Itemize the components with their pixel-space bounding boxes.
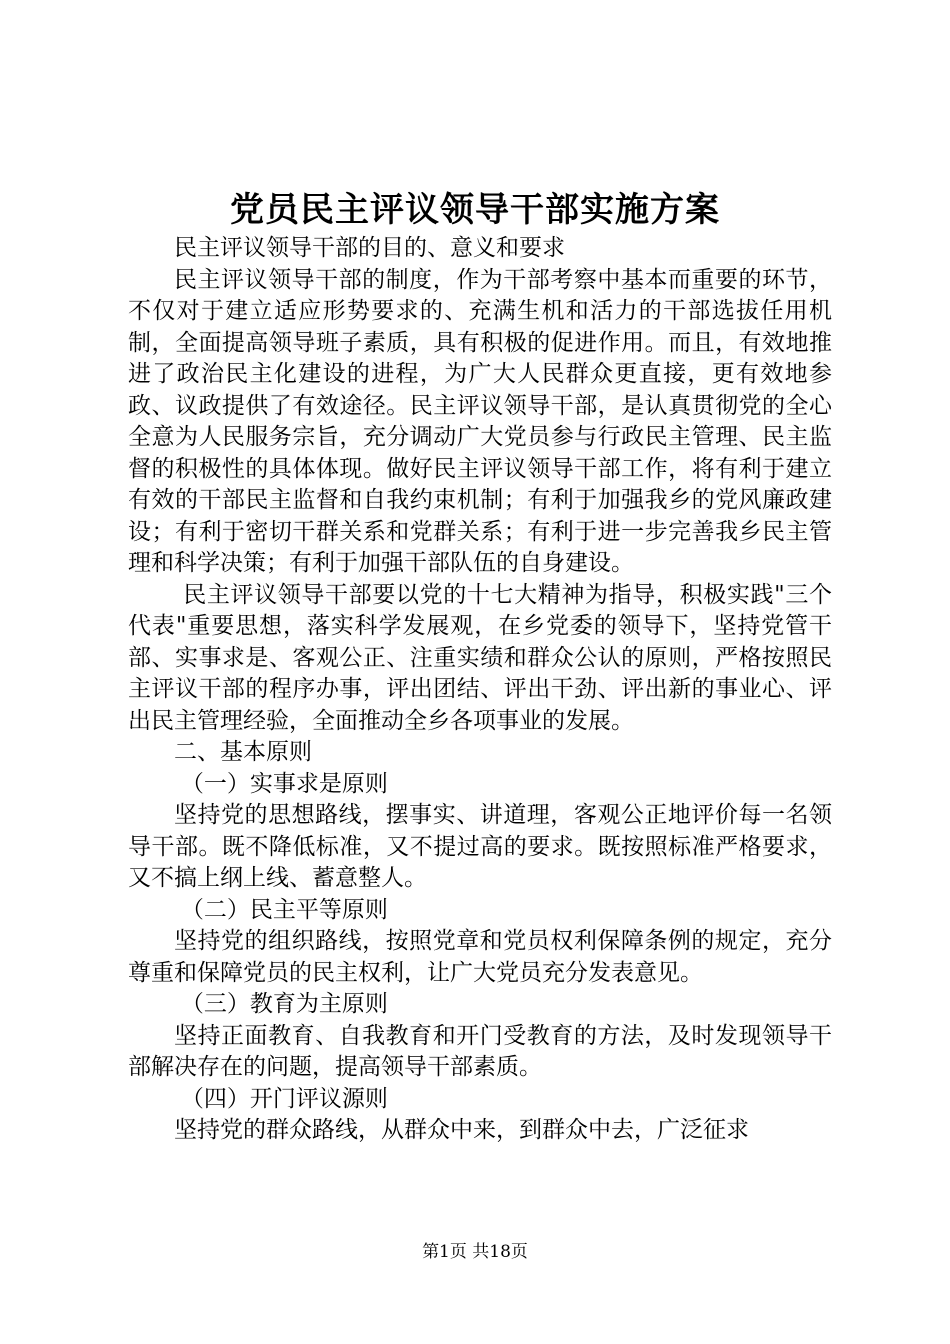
paragraph: 民主评议领导干部要以党的十七大精神为指导，积极实践"三个代表"重要思想，落实科学发展观，在乡党委的领导下，坚持党管干部、实事求是、客观公正、注重实绩和群众公认的原则，严格按照民主评议干部的程序办事，评出团结、评出干劲、评出新的事业心、评出民主管理经验，全面推动全乡各项事业的发展。 xyxy=(128,581,832,734)
subsection-heading: （四）开门评议源则 xyxy=(180,1085,388,1112)
subsection-heading: （一）实事求是原则 xyxy=(180,770,388,797)
section-heading: 二、基本原则 xyxy=(174,739,312,765)
document-title: 党员民主评议领导干部实施方案 xyxy=(230,190,720,230)
paragraph: 民主评议领导干部的制度，作为干部考察中基本而重要的环节，不仅对于建立适应形势要求的、充满生机和活力的干部选拔任用机制，全面提高领导班子素质，具有积极的促进作用。而且，有效地推进了政治民主化建设的进程，为广大人民群众更直接，更有效地参政、议政提供了有效途径。民主评议领导干部，是认真贯彻党的全心全意为人民服务宗旨，充分调动广大党员参与行政民主管理、民主监督的积极性的具体体现。做好民主评议领导干部工作，将有利于建立有效的干部民主监督和自我约束机制；有利于加强我乡的党风廉政建设；有利于密切干群关系和党群关系；有利于进一步完善我乡民主管理和科学决策；有利于加强干部队伍的自身建设。 xyxy=(128,266,832,576)
paragraph: 坚持党的群众路线，从群众中来，到群众中去，广泛征求 xyxy=(174,1117,749,1143)
paragraph: 坚持正面教育、自我教育和开门受教育的方法，及时发现领导干部解决存在的问题，提高领导干部素质。 xyxy=(128,1022,832,1080)
document-body xyxy=(128,233,832,1147)
page-number-footer: 第1页 共18页 xyxy=(422,1242,528,1262)
paragraph: 坚持党的思想路线，摆事实、讲道理，客观公正地评价每一名领导干部。既不降低标准，又不提过高的要求。既按照标准严格要求，又不搞上纲上线、蓄意整人。 xyxy=(128,802,832,891)
section-heading: 民主评议领导干部的目的、意义和要求 xyxy=(174,235,565,261)
subsection-heading: （三）教育为主原则 xyxy=(180,991,388,1017)
subsection-heading: （二）民主平等原则 xyxy=(180,896,388,923)
paragraph: 坚持党的组织路线，按照党章和党员权利保障条例的规定，充分尊重和保障党员的民主权利，让广大党员充分发表意见。 xyxy=(128,928,832,986)
